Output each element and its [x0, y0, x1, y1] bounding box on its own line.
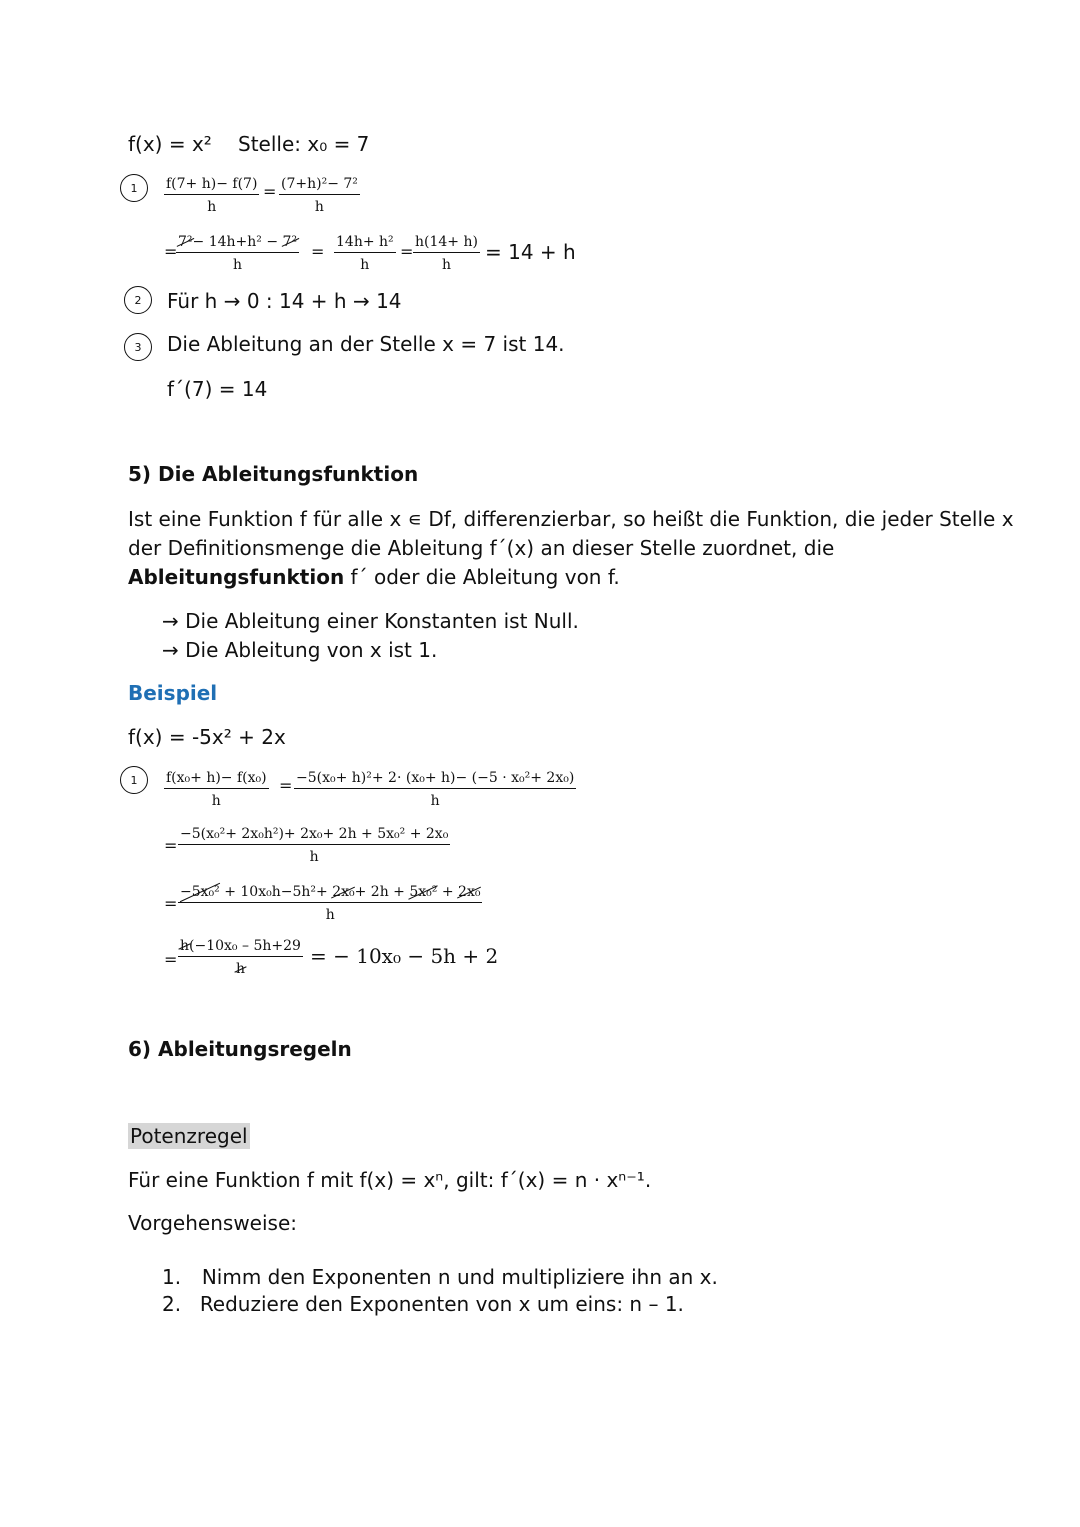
equals-sign: = — [311, 242, 325, 261]
fraction-expanded: $\frac{\text{(7+h)²− 7²}}{h}$ — [281, 176, 358, 215]
limit-expression: = 14 + h — [485, 240, 576, 264]
step-number-1: 1 — [120, 766, 148, 794]
crossed-term: 7² — [178, 234, 193, 250]
crossed-term: −5x₀² — [180, 884, 220, 900]
example-function: f(x) = -5x² + 2x — [128, 725, 286, 749]
equals-sign: = — [164, 894, 178, 913]
fraction-expanded: $\frac{\text{−5(x₀+ h)²+ 2· (x₀+ h)− (−5 · x₀²+ 2x₀)}}{h}$ — [296, 770, 575, 809]
fraction-factored: $\frac{h(14+ h)}{h}$ — [415, 234, 478, 273]
final-expression: = − 10x₀ − 5h + 2 — [310, 944, 499, 968]
fraction-difference-quotient: $\frac{\text{f(x₀+ h)− f(x₀)}}{h}$ — [166, 770, 267, 809]
crossed-term: 5x₀² — [409, 884, 438, 900]
step-number-3: 3 — [124, 333, 152, 361]
fraction-binomial: $\frac{\text{7²− 14h+h² − 7²}}{h}$ — [178, 234, 298, 273]
fraction-step-4: $\frac{\text{h(−10x₀ – 5h+29}}{h}$ — [180, 938, 301, 977]
fraction-step-3: $\frac{\text{−5x₀² + 10x₀h−5h²+ 2x₀+ 2h + 5x₀² + 2x₀}}{h}$ — [180, 884, 481, 923]
fraction-step-2: $\frac{\text{−5(x₀²+ 2x₀h²)+ 2x₀+ 2h + 5x₀² + 2x₀}}{h}$ — [180, 826, 449, 865]
bullet-constant: → Die Ableitung einer Konstanten ist Null. — [162, 609, 579, 633]
crossed-term: 2x₀ — [332, 884, 355, 900]
equals-sign: = — [164, 836, 178, 855]
section-title-5: 5) Die Ableitungsfunktion — [128, 462, 419, 486]
step-number-1: 1 — [120, 174, 148, 202]
conclusion-text: Die Ableitung an der Stelle x = 7 ist 14. — [167, 332, 565, 356]
equals-sign: = — [164, 242, 178, 261]
equals-sign: = — [400, 242, 414, 261]
definition-line-1: Ist eine Funktion f für alle x ∊ Df, differenzierbar, so heißt die Funktion, die jeder Stelle x — [128, 507, 1014, 531]
fraction-difference-quotient: $\frac{f(7+ h)- f(7)}{h}$ — [166, 176, 258, 215]
list-item: 2. Reduziere den Exponenten von x um eins: n – 1. — [162, 1292, 684, 1316]
fraction-simplified: $\frac{\text{14h+ h²}}{h}$ — [336, 234, 394, 273]
list-item: 1. Nimm den Exponenten n und multipliziere ihn an x. — [162, 1265, 718, 1289]
bullet-x: → Die Ableitung von x ist 1. — [162, 638, 438, 662]
equals-sign: = — [263, 182, 277, 201]
rule-label: Potenzregel — [130, 1124, 248, 1148]
crossed-term: h — [180, 938, 190, 954]
stelle-label: Stelle: x₀ = 7 — [238, 132, 370, 156]
equals-sign: = — [279, 776, 293, 795]
example-label: Beispiel — [128, 681, 218, 705]
section-title-6: 6) Ableitungsregeln — [128, 1037, 352, 1061]
example-function: f(x) = x² — [128, 132, 212, 156]
step-number-2: 2 — [124, 286, 152, 314]
crossed-term: 7² — [282, 234, 298, 250]
definition-line-2: der Definitionsmenge die Ableitung f´(x) an dieser Stelle zuordnet, die — [128, 536, 835, 560]
derivative-result: f´(7) = 14 — [167, 377, 268, 401]
term-ableitungsfunktion: Ableitungsfunktion — [128, 565, 345, 589]
procedure-label: Vorgehensweise: — [128, 1211, 297, 1235]
rule-text: Für eine Funktion f mit f(x) = xⁿ, gilt: f´(x) = n · xⁿ⁻¹. — [128, 1168, 652, 1192]
crossed-term: 2x₀ — [458, 884, 481, 900]
definition-line-3: Ableitungsfunktion f´ oder die Ableitung von f. — [128, 565, 620, 589]
limit-text: Für h → 0 : 14 + h → 14 — [167, 289, 402, 313]
equals-sign: = — [164, 950, 178, 969]
crossed-term: h — [235, 961, 245, 977]
